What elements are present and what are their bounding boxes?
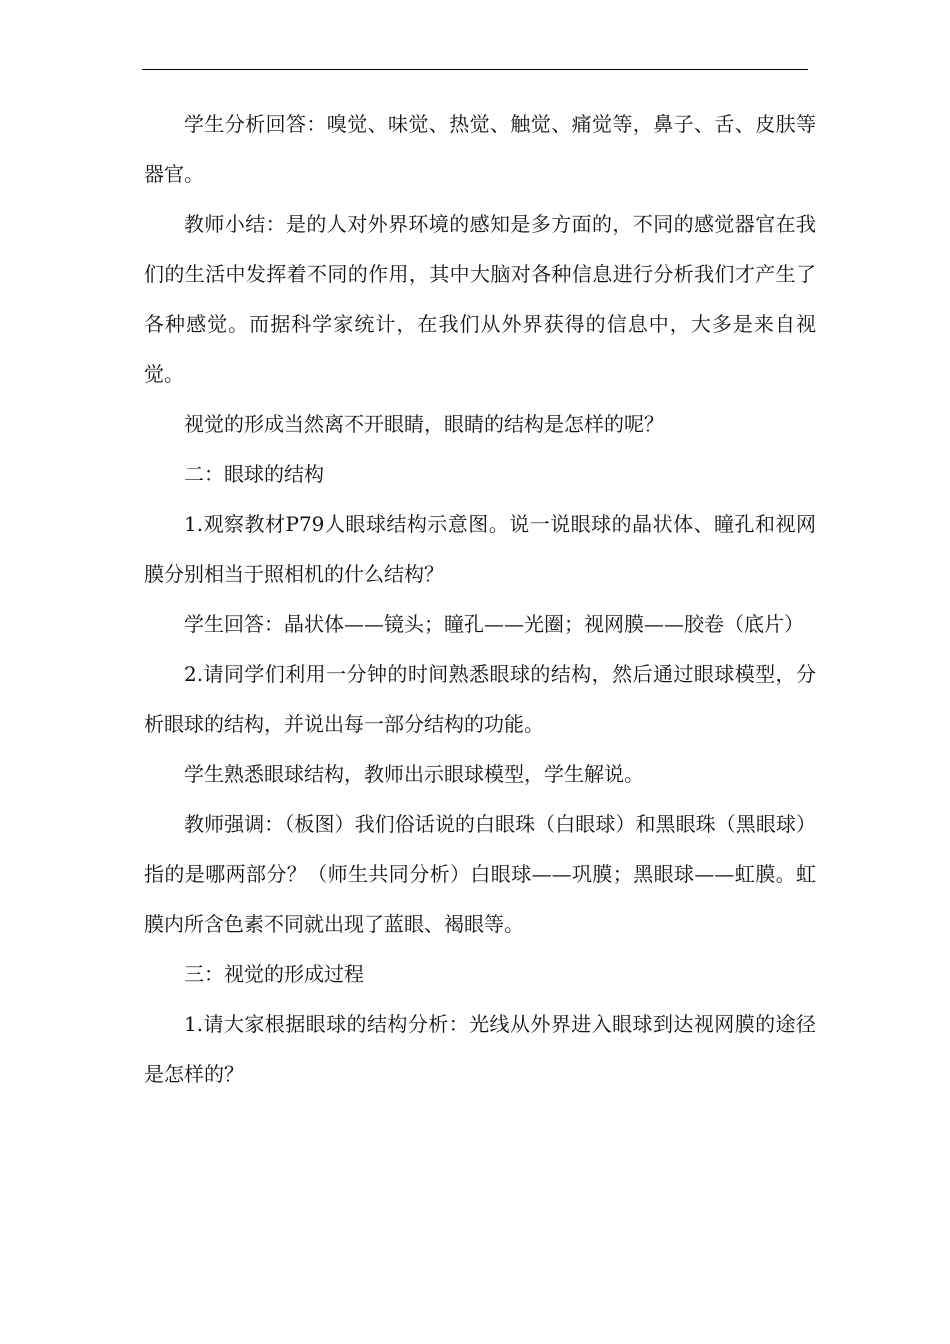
paragraph-student-answer-camera: 学生回答：晶状体——镜头；瞳孔——光圈；视网膜——胶卷（底片） — [184, 612, 804, 636]
paragraph-student-explain: 学生熟悉眼球结构，教师出示眼球模型，学生解说。 — [184, 762, 644, 786]
paragraph-student-answer-senses: 学生分析回答：嗅觉、味觉、热觉、触觉、痛觉等，鼻子、舌、皮肤等器官。 — [144, 112, 816, 186]
paragraph-observe-diagram: 1.观察教材P79人眼球结构示意图。说一说眼球的晶状体、瞳孔和视网膜分别相当于照相机的什么结构？ — [144, 512, 816, 586]
section-heading-eyeball-structure: 二：眼球的结构 — [184, 462, 324, 486]
paragraph-vision-question: 视觉的形成当然离不开眼睛，眼睛的结构是怎样的呢？ — [184, 412, 664, 436]
document-body — [144, 99, 816, 1099]
paragraph-model-activity: 2.请同学们利用一分钟的时间熟悉眼球的结构，然后通过眼球模型，分析眼球的结构，并说出每一部分结构的功能。 — [144, 662, 816, 736]
paragraph-teacher-emphasis: 教师强调：（板图）我们俗话说的白眼珠（白眼球）和黑眼珠（黑眼球）指的是哪两部分？（师生共同分析）白眼球——巩膜；黑眼球——虹膜。虹膜内所含色素不同就出现了蓝眼、褐眼等。 — [144, 812, 816, 936]
paragraph-light-path-question: 1.请大家根据眼球的结构分析：光线从外界进入眼球到达视网膜的途径是怎样的？ — [144, 1012, 816, 1086]
paragraph-teacher-summary: 教师小结：是的人对外界环境的感知是多方面的，不同的感觉器官在我们的生活中发挥着不同的作用，其中大脑对各种信息进行分析我们才产生了各种感觉。而据科学家统计，在我们从外界获得的信息中，大多是来自视觉。 — [144, 212, 816, 386]
section-heading-vision-process: 三：视觉的形成过程 — [184, 962, 364, 986]
header-rule — [142, 69, 808, 70]
